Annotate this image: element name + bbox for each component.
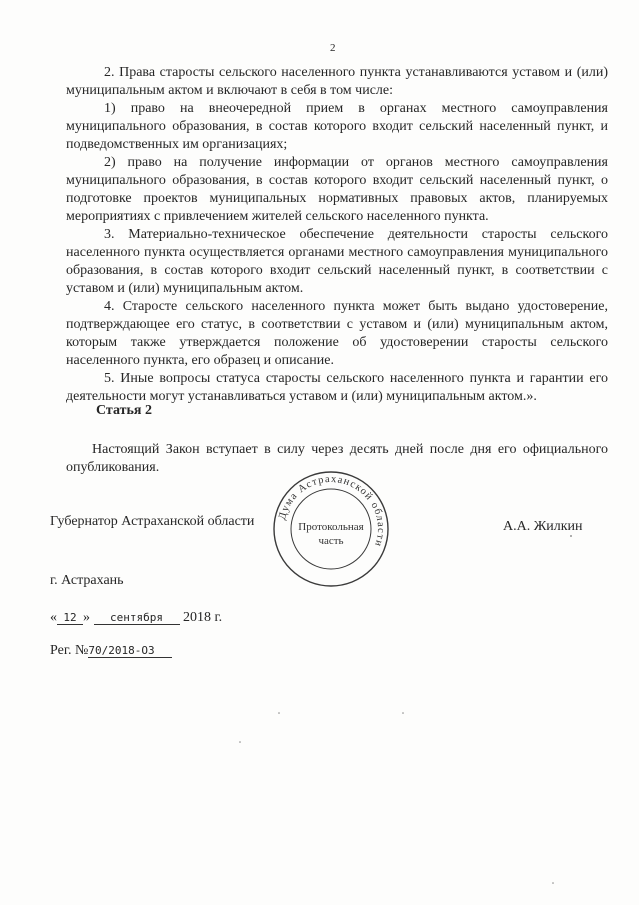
page-number: 2 [330, 42, 336, 54]
governor-title: Губернатор Астраханской области [50, 514, 255, 529]
paragraph-right-information: 2) право на получение информации от органов местного самоуправления муниципального образования, в состав которого входит сельский населенный пункт, о подготовке проектов муниципальных нормативных правовых актов, планируемых мероприятиях с привлечением жителей сельского населенного пункта. [66, 155, 608, 224]
paragraph-certificate: 4. Старосте сельского населенного пункта может быть выдано удостоверение, подтверждающее его статус, в соответствии с уставом и (или) муниципальным актом, которым также утверждается положение об удостоверении старосты сельского населенного пункта, его образец и описание. [66, 299, 608, 368]
registration-label: Рег. № [50, 643, 89, 658]
governor-name: А.А. Жилкин [503, 519, 583, 534]
seal-center-line2: часть [318, 535, 344, 547]
date-open-quote: « [50, 610, 57, 625]
date-close-quote: » [83, 610, 90, 625]
paragraph-other-issues: 5. Иные вопросы статуса старосты сельского населенного пункта и гарантии его деятельности могут устанавливаться уставом и (или) муниципальным актом.». [66, 371, 608, 404]
paragraph-rights: 2. Права старосты сельского населенного пункта устанавливаются уставом и (или) муниципальным актом и включают в себя в том числе: [66, 65, 608, 98]
seal-ring-text: Дума Астраханской области [276, 473, 387, 549]
date-month: сентября [94, 611, 180, 625]
place-of-signing: г. Астрахань [50, 573, 124, 588]
effective-text: Настоящий Закон вступает в силу через десять дней после дня его официального опубликования. [66, 442, 608, 475]
date-day: 12 [57, 611, 83, 625]
registration-number: 70/2018-ОЗ [88, 644, 172, 658]
article-heading: Статья 2 [96, 403, 152, 418]
date-year: 2018 г. [183, 610, 223, 625]
paragraph-material-support: 3. Материально-техническое обеспечение деятельности старосты сельского населенного пункта осуществляется органами местного самоуправления муниципального образования, в состав которого входит сельский населенный пункт, в соответствии с уставом и (или) муниципальным актом. [66, 227, 608, 296]
seal-center-line1: Протокольная [298, 521, 364, 533]
paragraph-right-reception: 1) право на внеочередной прием в органах местного самоуправления муниципального образования, в состав которого входит сельский населенный пункт, и подведомственных им организациях; [66, 101, 608, 152]
